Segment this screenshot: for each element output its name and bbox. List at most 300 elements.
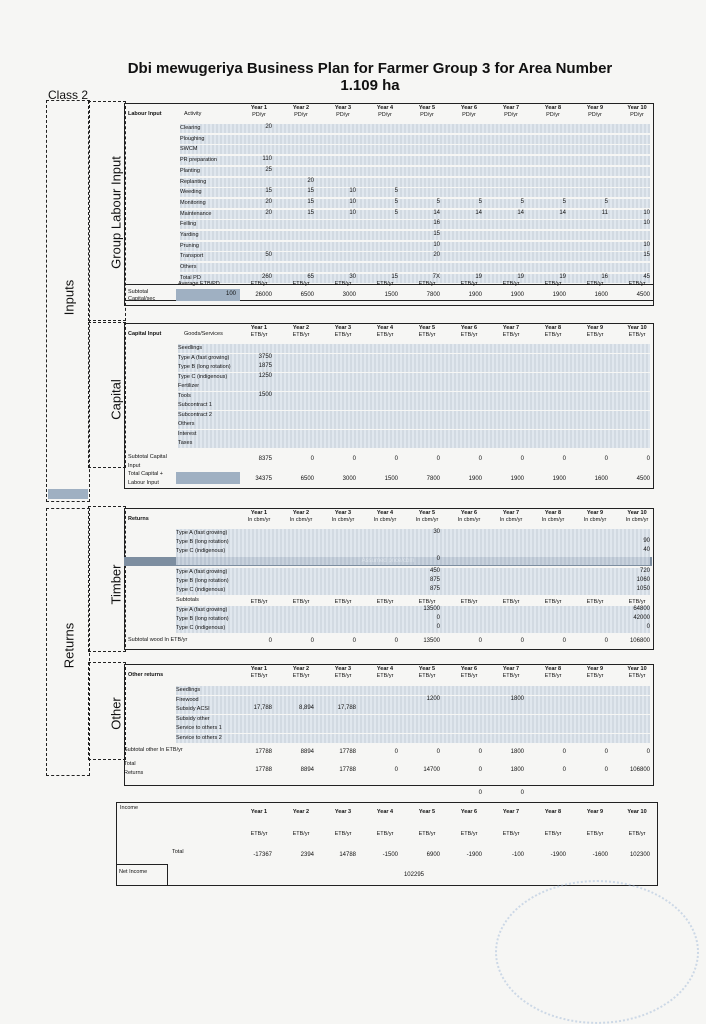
timber-header-unit-2: In cbm/yr — [289, 517, 313, 523]
subtotal-wood-y1: 0 — [268, 638, 272, 644]
labour-header-col1: Activity — [184, 111, 202, 117]
labour-subtotal-y3: 3000 — [342, 292, 356, 298]
other-header-unit-8: ETB/yr — [544, 673, 562, 679]
timber-subtotal-y5: 13500 — [423, 606, 440, 612]
other-header-year-10: Year 10 — [627, 666, 647, 672]
total-returns-y3: 17788 — [339, 767, 356, 773]
other-value-y3: 17,788 — [337, 705, 356, 711]
other-subtotal-y2: 8894 — [300, 749, 314, 755]
timber-subtotal-y10: 64800 — [633, 606, 650, 612]
labour-activity-label: Replanting — [180, 178, 207, 185]
capital-item-label: Fertilizer — [178, 383, 200, 389]
labour-subtotal-y5: 7800 — [426, 292, 440, 298]
timber-price-y5: 875 — [429, 577, 440, 583]
other-side-frame — [88, 662, 126, 760]
sub-type-label: Type B (long rotation) — [176, 616, 229, 622]
timber-header-year-4: Year 4 — [376, 510, 394, 516]
timber-subtotal-y10: 42000 — [633, 615, 650, 621]
timber-header-year-9: Year 9 — [586, 510, 604, 516]
capital-item-label: Subcontract 1 — [178, 402, 212, 408]
capital-header-year-2: Year 2 — [292, 325, 310, 331]
subtotals-unit-4: ETB/yr — [376, 599, 394, 605]
labour-activity-label: Total PD — [180, 274, 201, 281]
capital-item-label: Type A (fast growing) — [178, 354, 230, 361]
capital-side-frame — [88, 322, 126, 468]
labour-value-y10: 45 — [643, 273, 650, 280]
other-value-y7: 1800 — [510, 695, 524, 702]
subtotal-wood-y3: 0 — [352, 638, 356, 644]
avg-unit-3: ETB/yr — [334, 281, 352, 287]
subtotals-unit-5: ETB/yr — [418, 599, 436, 605]
capital-subtotal-label: Subtotal Capital Input — [128, 454, 167, 469]
capital-row-stripe — [178, 439, 650, 448]
other-value-y2: 8,894 — [298, 705, 314, 711]
total-returns-y10: 106800 — [629, 767, 650, 773]
net-income-label: Net Income — [119, 869, 148, 875]
price-type-label: Type A (fast growing) — [176, 569, 228, 575]
capital-item-label: Others — [178, 421, 195, 427]
income-unit-3: ETB/yr — [334, 831, 352, 837]
labour-value-y3: 30 — [349, 273, 356, 280]
labour-value-y8: 14 — [559, 209, 566, 216]
sub-type-label: Type A (fast growing) — [176, 607, 228, 613]
labour-activity-label: Weeding — [180, 189, 202, 196]
avg-unit-10: ETB/yr — [628, 281, 646, 287]
capital-subtotal-y5: 0 — [436, 456, 440, 462]
other-subtotal-y3: 17788 — [339, 749, 356, 755]
labour-header-unit-3: PD/yr — [336, 112, 350, 118]
capital-subtotal-y9: 0 — [604, 456, 608, 462]
capital-row-stripe — [178, 344, 650, 353]
timber-subtotal-y10: 0 — [646, 624, 650, 630]
capital-row-stripe — [178, 401, 650, 410]
total-returns-label: Total Returns — [124, 761, 144, 776]
labour-value-y2: 20 — [307, 177, 314, 184]
other-header-unit-1: ETB/yr — [250, 673, 268, 679]
timber-header-year-1: Year 1 — [250, 510, 268, 516]
timber-price-y10: 1050 — [636, 586, 650, 592]
timber-header-unit-8: In cbm/yr — [541, 517, 565, 523]
capital-item-label: Seedlings — [178, 345, 203, 351]
labour-header-col0: Labour Input — [128, 111, 162, 117]
subtotal-wood-y8: 0 — [562, 638, 566, 644]
labour-activity-label: PR preparation — [180, 157, 217, 164]
other-header-year-3: Year 3 — [334, 666, 352, 672]
income-total-label: Total — [172, 849, 184, 855]
other-value-y1: 17,788 — [253, 705, 272, 711]
labour-value-y10: 15 — [643, 252, 650, 259]
other-subtotal-y9: 0 — [604, 749, 608, 755]
capital-subtotal-y2: 0 — [310, 456, 314, 462]
labour-value-y4: 5 — [394, 188, 398, 195]
total-input-y6: 1900 — [468, 476, 482, 482]
subtotal-wood-y6: 0 — [478, 638, 482, 644]
capital-item-label: Subcontract 2 — [178, 411, 212, 418]
labour-value-y3: 10 — [349, 198, 356, 205]
labour-value-y5: 15 — [433, 231, 440, 237]
other-row-stripe — [176, 724, 650, 733]
total-input-y2: 6500 — [300, 476, 314, 482]
labour-header-year-10: Year 10 — [627, 105, 647, 111]
labour-subtotal-y8: 1900 — [552, 292, 566, 298]
subtotal-wood-y10: 106800 — [629, 638, 650, 644]
capital-value-y1: 1250 — [258, 372, 272, 379]
avg-value: 100 — [225, 291, 236, 297]
total-input-label: Total Capital + Labour Input — [128, 471, 164, 486]
capital-subtotal-y7: 0 — [520, 456, 524, 462]
subtotal-wood-y2: 0 — [310, 638, 314, 644]
income-year-10: Year 10 — [627, 809, 647, 815]
subtotal-wood-y9: 0 — [604, 638, 608, 644]
income-total-y1: -17367 — [253, 852, 272, 858]
labour-header-unit-7: PD/yr — [504, 112, 518, 118]
labour-value-y6: 14 — [475, 209, 482, 216]
other-header-unit-5: ETB/yr — [418, 673, 436, 679]
labour-value-y10: 10 — [643, 209, 650, 216]
labour-header-year-1: Year 1 — [250, 105, 268, 111]
capital-subtotal-y3: 0 — [352, 456, 356, 462]
labour-value-y8: 5 — [562, 198, 566, 205]
page-title: Dbi mewugeriya Business Plan for Farmer Group 3 for Area Number 1.109 ha — [127, 60, 613, 94]
capital-header-unit-10: ETB/yr — [628, 332, 646, 338]
capital-subtotal-y1: 8375 — [258, 456, 272, 462]
capital-item-label: Type B (long rotation) — [178, 364, 231, 370]
other-header-year-6: Year 6 — [460, 666, 478, 672]
labour-activity-label: Planting — [180, 167, 200, 174]
capital-item-label: Tools — [178, 392, 191, 399]
income-year-4: Year 4 — [376, 809, 394, 815]
capital-header-unit-1: ETB/yr — [250, 332, 268, 338]
labour-value-y10: 10 — [643, 220, 650, 227]
capital-label: Capital — [108, 379, 124, 420]
labour-header-year-5: Year 5 — [418, 105, 436, 111]
timber-header-year-8: Year 8 — [544, 510, 562, 516]
timber-type-label: Type A (fast growing) — [176, 530, 228, 536]
other-header-col0: Other returns — [128, 672, 164, 678]
other-header-unit-7: ETB/yr — [502, 673, 520, 679]
other-item-label: Service to others 2 — [176, 734, 222, 741]
labour-value-y6: 5 — [478, 198, 482, 205]
timber-subtotal-y5: 0 — [436, 615, 440, 621]
labour-value-y5: 5 — [436, 198, 440, 205]
labour-value-y2: 15 — [307, 198, 314, 205]
capital-header-year-1: Year 1 — [250, 325, 268, 331]
labour-row-stripe — [180, 178, 650, 187]
labour-value-y3: 10 — [349, 209, 356, 216]
labour-activity-label: Maintenance — [180, 210, 212, 217]
income-year-9: Year 9 — [586, 809, 604, 815]
other-header-year-7: Year 7 — [502, 666, 520, 672]
labour-value-y2: 65 — [307, 273, 314, 280]
capital-header-year-4: Year 4 — [376, 325, 394, 331]
avg-unit-7: ETB/yr — [502, 281, 520, 287]
total-input-y7: 1900 — [510, 476, 524, 482]
inputs-label: Inputs — [61, 279, 77, 316]
other-header-unit-6: ETB/yr — [460, 673, 478, 679]
other-subtotal-y10: 0 — [646, 749, 650, 755]
other-header-unit-3: ETB/yr — [334, 673, 352, 679]
capital-header-unit-2: ETB/yr — [292, 332, 310, 338]
capital-header-unit-8: ETB/yr — [544, 332, 562, 338]
labour-value-y2: 15 — [307, 209, 314, 216]
other-row-stripe — [176, 715, 650, 724]
capital-row-stripe — [178, 411, 650, 420]
total-input-y3: 3000 — [342, 476, 356, 482]
income-unit-7: ETB/yr — [502, 831, 520, 837]
subtotals-label: Subtotals — [176, 597, 199, 603]
labour-value-y9: 16 — [601, 273, 608, 280]
group-labour-label: Group Labour Input — [108, 156, 124, 269]
labour-activity-label: Monitoring — [180, 199, 206, 206]
labour-header-year-7: Year 7 — [502, 105, 520, 111]
timber-type-label: Type C (indigenous) — [176, 548, 226, 554]
labour-value-y6: 19 — [475, 273, 482, 280]
labour-subtotal-y4: 1500 — [384, 292, 398, 298]
capital-row-stripe — [178, 420, 650, 429]
other-subtotal-y6: 0 — [478, 749, 482, 755]
labour-header-year-8: Year 8 — [544, 105, 562, 111]
price-type-label: Type C (indigenous) — [176, 587, 226, 593]
timber-header-unit-5: In cbm/yr — [415, 517, 439, 523]
income-unit-10: ETB/yr — [628, 831, 646, 837]
income-total-y9: -1600 — [592, 852, 608, 858]
labour-subtotal-y1: 26000 — [255, 292, 272, 298]
income-year-3: Year 3 — [334, 809, 352, 815]
total-returns-y8: 0 — [562, 767, 566, 773]
total-input-y4: 1500 — [384, 476, 398, 482]
subtotals-unit-2: ETB/yr — [292, 599, 310, 605]
other-subtotal-y1: 17788 — [255, 749, 272, 755]
labour-subtotal-y7: 1900 — [510, 292, 524, 298]
timber-price-y10: 720 — [639, 568, 650, 574]
timber-price-y5: 450 — [429, 568, 440, 574]
income-total-y3: 14788 — [339, 852, 356, 858]
subtotals-unit-1: ETB/yr — [250, 599, 268, 605]
total-returns-y4: 0 — [394, 767, 398, 773]
labour-value-y5: 16 — [433, 220, 440, 227]
labour-activity-label: Yarding — [180, 232, 199, 238]
income-unit-2: ETB/yr — [292, 831, 310, 837]
timber-price-y10: 1060 — [636, 577, 650, 583]
labour-subtotal-y9: 1600 — [594, 292, 608, 298]
total-shade — [176, 472, 240, 484]
other-header-year-8: Year 8 — [544, 666, 562, 672]
other-value-y5: 1200 — [426, 695, 440, 702]
income-total-y5: 6900 — [426, 852, 440, 858]
income-total-y10: 102300 — [629, 852, 650, 858]
labour-value-y1: 20 — [265, 124, 272, 130]
capital-header-unit-9: ETB/yr — [586, 332, 604, 338]
income-year-8: Year 8 — [544, 809, 562, 815]
avg-label: Average ETB/PD — [178, 281, 220, 287]
other-header-year-2: Year 2 — [292, 666, 310, 672]
total-input-y5: 7800 — [426, 476, 440, 482]
labour-activity-label: Transport — [180, 253, 204, 260]
stamp-seal — [495, 880, 699, 1024]
returns-label: Returns — [61, 622, 77, 669]
capital-header-year-5: Year 5 — [418, 325, 436, 331]
capital-item-label: Taxes — [178, 440, 193, 446]
subtotals-unit-3: ETB/yr — [334, 599, 352, 605]
other-subtotal-y8: 0 — [562, 749, 566, 755]
subtotals-unit-7: ETB/yr — [502, 599, 520, 605]
labour-value-y9: 11 — [601, 209, 608, 216]
capital-header-unit-7: ETB/yr — [502, 332, 520, 338]
timber-header-year-7: Year 7 — [502, 510, 520, 516]
labour-activity-label: Others — [180, 264, 197, 271]
capital-header-unit-6: ETB/yr — [460, 332, 478, 338]
labour-value-y1: 25 — [265, 166, 272, 173]
capital-item-label: Type C (indigenous) — [178, 373, 228, 380]
labour-value-y9: 5 — [604, 198, 608, 205]
labour-header-unit-1: PD/yr — [252, 112, 266, 118]
labour-capital-label: Capital/sec — [128, 296, 156, 302]
income-total-y2: 2394 — [300, 852, 314, 858]
timber-volume-y10: 40 — [643, 547, 650, 553]
subtotal-wood-y5: 13500 — [423, 638, 440, 644]
other-header-year-4: Year 4 — [376, 666, 394, 672]
labour-value-y1: 20 — [265, 198, 272, 205]
other-subtotal-y5: 0 — [436, 749, 440, 755]
avg-unit-2: ETB/yr — [292, 281, 310, 287]
capital-header-unit-5: ETB/yr — [418, 332, 436, 338]
capital-header-col1: Goods/Services — [184, 331, 223, 337]
sub-type-label: Type C (indigenous) — [176, 625, 226, 631]
total-returns-y1: 17788 — [255, 767, 272, 773]
capital-value-y1: 3750 — [258, 353, 272, 360]
labour-subtotal-y10: 4500 — [636, 292, 650, 298]
avg-unit-1: ETB/yr — [250, 281, 268, 287]
income-total-y8: -1900 — [550, 852, 566, 858]
capital-row-stripe — [178, 430, 650, 439]
labour-value-y7: 5 — [520, 198, 524, 205]
total-returns-y2: 8894 — [300, 767, 314, 773]
avg-unit-6: ETB/yr — [460, 281, 478, 287]
below-value-2: 0 — [520, 790, 524, 796]
labour-value-y4: 5 — [394, 198, 398, 205]
subtotal-wood-label: Subtotal wood In ETB/yr — [128, 637, 188, 643]
other-item-label: Seedlings — [176, 687, 201, 693]
timber-subtotal-y5: 0 — [436, 624, 440, 630]
labour-value-y1: 110 — [262, 156, 272, 163]
other-item-label: Subsidy ACSI — [176, 706, 210, 712]
labour-header-unit-6: PD/yr — [462, 112, 476, 118]
labour-value-y5: 7X — [432, 273, 440, 280]
other-header-year-1: Year 1 — [250, 666, 268, 672]
capital-subtotal-y6: 0 — [478, 456, 482, 462]
avg-unit-5: ETB/yr — [418, 281, 436, 287]
labour-header-year-9: Year 9 — [586, 105, 604, 111]
labour-side-frame — [88, 101, 126, 321]
total-input-y1: 34375 — [255, 476, 272, 482]
income-unit-6: ETB/yr — [460, 831, 478, 837]
capital-subtotal-y10: 0 — [646, 456, 650, 462]
timber-header-unit-6: In cbm/yr — [457, 517, 481, 523]
income-year-5: Year 5 — [418, 809, 436, 815]
labour-value-y10: 10 — [643, 241, 650, 248]
timber-label: Timber — [108, 564, 124, 605]
labour-activity-label: Clearing — [180, 125, 201, 131]
labour-header-unit-10: PD/yr — [630, 112, 644, 118]
timber-price-y5: 875 — [429, 586, 440, 592]
other-item-label: Firewood — [176, 696, 199, 703]
total-returns-y6: 0 — [478, 767, 482, 773]
labour-row-stripe — [180, 263, 650, 272]
labour-header-year-6: Year 6 — [460, 105, 478, 111]
labour-activity-label: Pruning — [180, 242, 199, 249]
capital-header-unit-3: ETB/yr — [334, 332, 352, 338]
timber-type-label: Type B (long rotation) — [176, 539, 229, 545]
timber-header-unit-4: In cbm/yr — [373, 517, 397, 523]
income-total-y6: -1900 — [466, 852, 482, 858]
labour-row-stripe — [180, 145, 650, 154]
capital-subtotal-y8: 0 — [562, 456, 566, 462]
timber-header-unit-7: In cbm/yr — [499, 517, 523, 523]
labour-value-y8: 19 — [559, 273, 566, 280]
timber-row-stripe — [176, 538, 650, 547]
timber-header-year-3: Year 3 — [334, 510, 352, 516]
capital-header-year-10: Year 10 — [627, 325, 647, 331]
subtotal-wood-y7: 0 — [520, 638, 524, 644]
labour-value-y5: 14 — [433, 209, 440, 216]
timber-header-year-6: Year 6 — [460, 510, 478, 516]
labour-value-y1: 20 — [265, 209, 272, 216]
total-input-y9: 1600 — [594, 476, 608, 482]
labour-header-unit-5: PD/yr — [420, 112, 434, 118]
labour-subtotal-label: Subtotal — [128, 289, 149, 295]
timber-header-year-5: Year 5 — [418, 510, 436, 516]
avg-unit-9: ETB/yr — [586, 281, 604, 287]
avg-unit-4: ETB/yr — [376, 281, 394, 287]
capital-header-unit-4: ETB/yr — [376, 332, 394, 338]
labour-value-y4: 15 — [391, 273, 398, 280]
other-subtotal-label: Subtotal other In ETB/yr — [124, 747, 183, 753]
labour-value-y7: 14 — [517, 209, 524, 216]
timber-header-unit-1: In cbm/yr — [247, 517, 271, 523]
timber-volume-y5: 30 — [433, 529, 440, 535]
capital-header-col0: Capital Input — [128, 331, 162, 337]
labour-row-stripe — [180, 135, 650, 144]
capital-header-year-8: Year 8 — [544, 325, 562, 331]
income-unit-1: ETB/yr — [250, 831, 268, 837]
timber-header-unit-9: In cbm/yr — [583, 517, 607, 523]
income-year-7: Year 7 — [502, 809, 520, 815]
subtotal-wood-y4: 0 — [394, 638, 398, 644]
labour-value-y1: 15 — [265, 188, 272, 195]
other-subtotal-y7: 1800 — [510, 749, 524, 755]
other-header-year-5: Year 5 — [418, 666, 436, 672]
labour-value-y3: 10 — [349, 188, 356, 195]
class-label: Class 2 — [48, 88, 89, 102]
income-total-y4: -1500 — [382, 852, 398, 858]
other-header-unit-9: ETB/yr — [586, 673, 604, 679]
capital-value-y1: 1500 — [258, 391, 272, 398]
capital-subtotal-y4: 0 — [394, 456, 398, 462]
capital-header-year-9: Year 9 — [586, 325, 604, 331]
labour-header-unit-4: PD/yr — [378, 112, 392, 118]
labour-header-unit-2: PD/yr — [294, 112, 308, 118]
income-unit-5: ETB/yr — [418, 831, 436, 837]
other-header-unit-2: ETB/yr — [292, 673, 310, 679]
capital-item-label: Interest — [178, 430, 197, 437]
other-row-stripe — [176, 686, 650, 695]
other-header-unit-4: ETB/yr — [376, 673, 394, 679]
inputs-frame-shade — [48, 489, 88, 499]
below-value-1: 0 — [478, 790, 482, 796]
capital-header-year-3: Year 3 — [334, 325, 352, 331]
timber-volume-y5: 0 — [436, 556, 440, 562]
timber-header-year-2: Year 2 — [292, 510, 310, 516]
